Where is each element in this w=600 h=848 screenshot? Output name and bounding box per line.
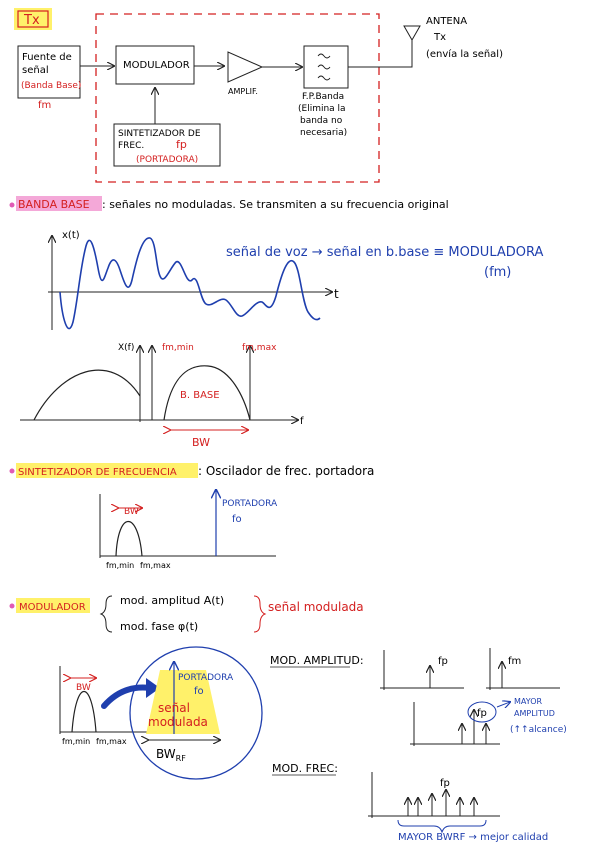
source-line-2: señal — [22, 65, 49, 76]
right-brace — [254, 596, 265, 632]
synth-fo: fo — [232, 514, 242, 525]
am-note-1: MAYOR — [514, 697, 543, 706]
source-fm: fm — [38, 100, 52, 111]
left-brace — [101, 596, 112, 632]
fm-fp: fp — [440, 778, 450, 789]
voice-note-line2: (fm) — [484, 265, 512, 280]
mod-fmin: fm,min — [62, 737, 91, 746]
filter-line-4: necesaria) — [300, 128, 348, 138]
filter-wave-icon — [318, 54, 330, 80]
sintetizador-definition: : Oscilador de frec. portadora — [198, 464, 375, 478]
negative-band-curve — [34, 370, 140, 420]
mod-amplitud-title: MOD. AMPLITUD: — [270, 654, 364, 667]
modulador-line1: mod. amplitud A(t) — [120, 594, 225, 607]
banda-base-title: BANDA BASE — [18, 198, 90, 211]
modulador-line2: mod. fase φ(t) — [120, 620, 199, 633]
tx-tag: Tx — [24, 13, 40, 28]
modulator-label: MODULADOR — [123, 60, 190, 71]
synth-line-1: SINTETIZADOR DE — [118, 129, 201, 139]
synth-fmax: fm,max — [140, 561, 171, 570]
synth-fp: fp — [176, 138, 187, 151]
fm-brace — [398, 820, 486, 832]
synth-sub: (PORTADORA) — [136, 155, 199, 165]
filter-antenna-line — [348, 40, 412, 67]
bullet-icon — [10, 203, 15, 208]
banda-base-definition: : señales no moduladas. Se transmiten a su frecuencia original — [102, 198, 449, 211]
synth-carrier: PORTADORA — [222, 499, 278, 509]
spectrum-fmin: fm,min — [162, 343, 194, 353]
mod-frec-title: MOD. FREC: — [272, 762, 338, 775]
modulated-label-1: señal — [158, 701, 190, 715]
spectrum-fmax: fm,max — [242, 343, 277, 353]
synth-line-2: FREC. — [118, 141, 145, 151]
modulador-section — [10, 594, 364, 779]
time-axis-y-label: x(t) — [62, 230, 80, 241]
modulador-result: señal modulada — [268, 600, 364, 614]
source-line-1: Fuente de — [22, 52, 72, 63]
filter-line-2: (Elimina la — [298, 104, 346, 114]
synth-fmin: fm,min — [106, 561, 135, 570]
antenna-icon — [404, 26, 420, 40]
spectrum-y-label: X(f) — [118, 343, 135, 353]
sintetizador-title: SINTETIZADOR DE FRECUENCIA — [18, 467, 177, 478]
mod-band-curve — [72, 692, 96, 733]
amplifier-triangle — [228, 52, 262, 82]
filter-line-3: banda no — [300, 116, 343, 126]
am1-fp: fp — [438, 656, 448, 667]
mod-fmax: fm,max — [96, 737, 127, 746]
spectrum-x-label: f — [300, 416, 304, 427]
mod-amplitud-section — [270, 648, 567, 746]
antenna-line-1: ANTENA — [426, 16, 468, 27]
synth-band-curve — [116, 522, 142, 557]
antenna-line-2: Tx — [434, 32, 447, 43]
bullet-icon — [10, 469, 15, 474]
baseband-label: B. BASE — [180, 390, 220, 401]
synth-bw: BW — [124, 507, 139, 517]
sintetizador-section — [10, 463, 375, 570]
shift-arrow — [104, 688, 150, 706]
tx-diagram — [14, 8, 503, 182]
mod-fo: fo — [194, 686, 204, 697]
am3-fp: fp — [477, 708, 487, 719]
modulador-title: MODULADOR — [19, 602, 86, 613]
am-note-2: AMPLITUD — [514, 709, 555, 718]
amp-label: AMPLIF. — [228, 87, 258, 96]
time-axis-x-label: t — [334, 287, 339, 301]
source-sub: (Banda Base) — [21, 81, 82, 91]
baseband-bw: BW — [192, 436, 211, 449]
mod-carrier: PORTADORA — [178, 673, 234, 683]
bullet-icon — [10, 604, 15, 609]
antenna-line-3: (envía la señal) — [426, 49, 503, 60]
am-note-3: (↑↑alcance) — [510, 725, 567, 735]
filter-box — [304, 46, 348, 88]
fm-footer: MAYOR BWRF → mejor calidad — [398, 832, 549, 843]
banda-base-section — [10, 196, 544, 449]
modulated-label-2: modulada — [148, 715, 208, 729]
am3-note-arrow — [497, 702, 510, 707]
voice-note-line1: señal de voz → señal en b.base ≡ MODULADORA — [226, 245, 544, 260]
bwrf-label: $BW_{RF}$ — [156, 747, 186, 763]
am2-fm: fm — [508, 656, 522, 667]
filter-line-1: F.P.Banda — [302, 92, 345, 102]
mod-frec-section — [272, 762, 548, 843]
mod-bw: BW — [76, 683, 91, 693]
